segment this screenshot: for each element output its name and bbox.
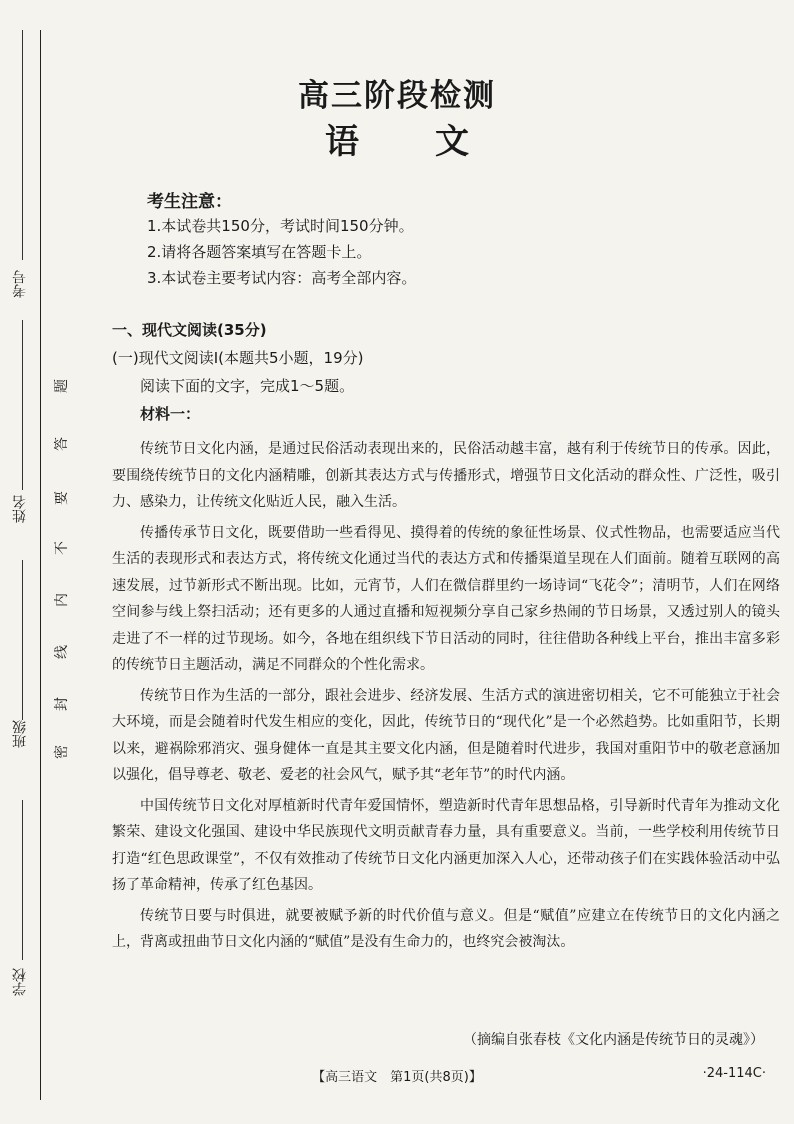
- paragraph: 传播传承节日文化，既要借助一些看得见、摸得着的传统的象征性场景、仪式性物品，也需要适应当代生活的表现形式和表达方式，将传统文化通过当代的表达方式和传播渠道呈现在人们面前。随着互联网的高速发展，过节新形式不断出现。比如，元宵节，人们在微信群里约一场诗词“飞花令”；清明节，人们在网络空间参与线上祭扫活动；还有更多的人通过直播和短视频分享自己家乡热闹的节日场景，又透过别人的镜头走进了不一样的过节现场。如今，各地在组织线下节日活动的同时，往往借助各种线上平台，推出丰富多彩的传统节日主题活动，满足不同群众的个性化需求。: [112, 524, 780, 673]
- school-underline: [22, 800, 23, 960]
- material-body: [112, 436, 780, 960]
- notice-list: [147, 213, 416, 291]
- class-label: 班级: [12, 720, 28, 748]
- subject-title: [0, 114, 794, 163]
- exam-title: 高三阶段检测: [298, 78, 496, 114]
- seal-char: 题: [54, 379, 70, 393]
- exam-no-label: 考号: [12, 270, 28, 298]
- binding-line: [40, 30, 41, 1100]
- notice-item: 1.本试卷共150分，考试时间150分钟。: [147, 217, 414, 235]
- paper-code: ·24-114C·: [702, 1066, 766, 1081]
- seal-char: 答: [54, 437, 70, 451]
- name-underline: [22, 320, 23, 490]
- seal-char: 线: [54, 645, 70, 659]
- notice-item: 3.本试卷主要考试内容：高考全部内容。: [147, 269, 417, 287]
- subject-char: 文: [435, 122, 469, 162]
- section-title: 一、现代文阅读(35分): [112, 321, 267, 339]
- material-label: 材料一：: [140, 405, 201, 423]
- school-label: 学校: [12, 968, 28, 996]
- paragraph: 中国传统节日文化对厚植新时代青年爱国情怀，塑造新时代青年思想品格，引导新时代青年为推动文化繁荣、建设文化强国、建设中华民族现代文明贡献青春力量，具有重要意义。当前，一些学校利用传统节日打造“红色思政课堂”，不仅有效推动了传统节日文化内涵更加深入人心，还带动孩子们在实践体验活动中弘扬了革命精神，传承了红色基因。: [112, 797, 780, 893]
- class-underline: [22, 560, 23, 720]
- paragraph: 传统节日作为生活的一部分，跟社会进步、经济发展、生活方式的演进密切相关，它不可能独立于社会大环境，而是会随着时代发生相应的变化，因此，传统节日的“现代化”是一个必然趋势。比如重阳节，长期以来，避祸除邪消灾、强身健体一直是其主要文化内涵，但是随着时代进步，我国对重阳节中的敬老意涵加以强化，倡导尊老、敬老、爱老的社会风气，赋予其“老年节”的时代内涵。: [112, 687, 780, 783]
- subject-char: 语: [325, 122, 359, 162]
- part-title: (一)现代文阅读Ⅰ(本题共5小题，19分): [112, 349, 364, 367]
- seal-char: 密: [54, 745, 70, 759]
- name-label: 姓名: [12, 495, 28, 523]
- seal-char: 封: [54, 697, 70, 711]
- seal-char: 内: [54, 593, 70, 607]
- paragraph: 传统节日文化内涵，是通过民俗活动表现出来的，民俗活动越丰富，越有利于传统节日的传承。因此，要围绕传统节日的文化内涵精雕，创新其表达方式与传播形式，增强节日文化活动的群众性、广泛性，吸引力、感染力，让传统文化贴近人民，融入生活。: [112, 441, 780, 510]
- page-footer: 【高三语文 第1页(共8页)】: [312, 1070, 482, 1085]
- source-citation: （摘编自张春枝《文化内涵是传统节日的灵魂》）: [463, 1032, 764, 1048]
- notice-title: 考生注意：: [147, 192, 232, 212]
- seal-char: 不: [54, 541, 70, 555]
- paragraph: 传统节日要与时俱进，就要被赋予新的时代价值与意义。但是“赋值”应建立在传统节日的文化内涵之上，背离或扭曲节日文化内涵的“赋值”是没有生命力的，也终究会被淘汰。: [112, 907, 780, 950]
- notice-item: 2.请将各题答案填写在答题卡上。: [147, 243, 372, 261]
- seal-char: 要: [54, 491, 70, 505]
- instruction: 阅读下面的文字，完成1～5题。: [140, 377, 355, 395]
